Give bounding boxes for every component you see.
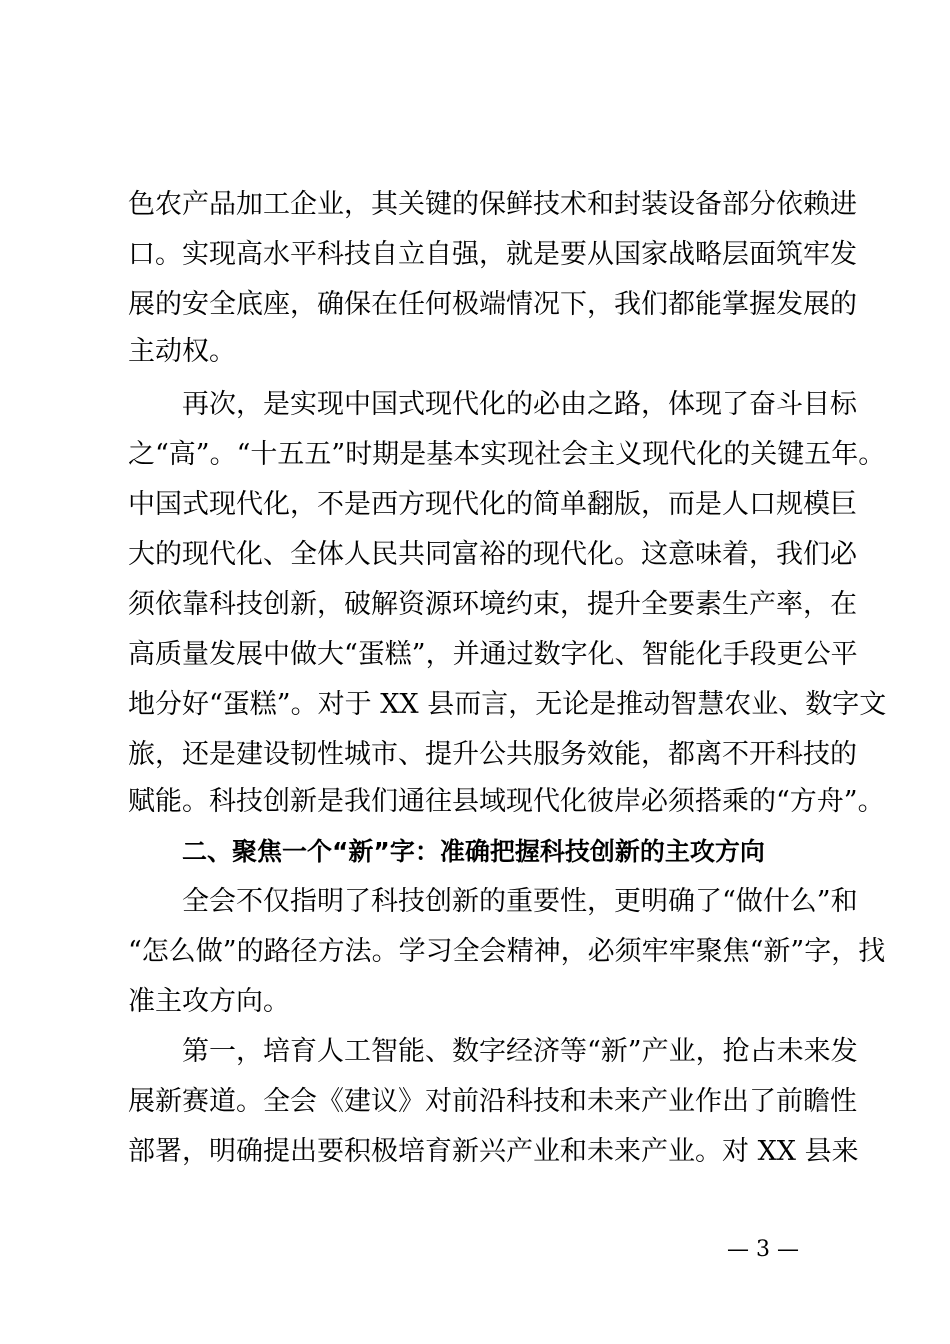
section-heading: 二、聚焦一个“新”字：准确把握科技创新的主攻方向: [182, 837, 765, 866]
text-line: 全会不仅指明了科技创新的重要性，更明确了“做什么”和: [182, 886, 858, 917]
text-line: 展新赛道。全会《建议》对前沿科技和未来产业作出了前瞻性: [128, 1086, 857, 1117]
text-line: 准主攻方向。: [128, 986, 290, 1017]
text-line: 须依靠科技创新，破解资源环境约束，提升全要素生产率，在: [128, 589, 857, 620]
text-line: 色农产品加工企业，其关键的保鲜技术和封装设备部分依赖进: [128, 189, 857, 220]
text-line: 地分好“蛋糕”。对于 XX 县而言，无论是推动智慧农业、数字文: [128, 689, 887, 720]
page-number: — 3 —: [727, 1237, 799, 1262]
text-line: 主动权。: [128, 336, 236, 367]
text-line: 大的现代化、全体人民共同富裕的现代化。这意味着，我们必: [128, 539, 857, 570]
text-line: 第一，培育人工智能、数字经济等“新”产业，抢占未来发: [182, 1036, 858, 1067]
text-line: 口。实现高水平科技自立自强，就是要从国家战略层面筑牢发: [128, 239, 857, 270]
text-line: 中国式现代化，不是西方现代化的简单翻版，而是人口规模巨: [128, 489, 857, 520]
text-line: 之“高”。“十五五”时期是基本实现社会主义现代化的关键五年。: [128, 439, 886, 470]
text-line: 赋能。科技创新是我们通往县域现代化彼岸必须搭乘的“方舟”。: [128, 786, 885, 817]
text-line: 高质量发展中做大“蛋糕”，并通过数字化、智能化手段更公平: [128, 639, 858, 670]
text-line: 展的安全底座，确保在任何极端情况下，我们都能掌握发展的: [128, 289, 857, 320]
text-line: 部署，明确提出要积极培育新兴产业和未来产业。对 XX 县来: [128, 1136, 859, 1167]
text-line: 再次，是实现中国式现代化的必由之路，体现了奋斗目标: [182, 389, 857, 420]
text-line: 旅，还是建设韧性城市、提升公共服务效能，都离不开科技的: [128, 739, 857, 770]
text-line: “怎么做”的路径方法。学习全会精神，必须牢牢聚焦“新”字，找: [128, 936, 886, 967]
